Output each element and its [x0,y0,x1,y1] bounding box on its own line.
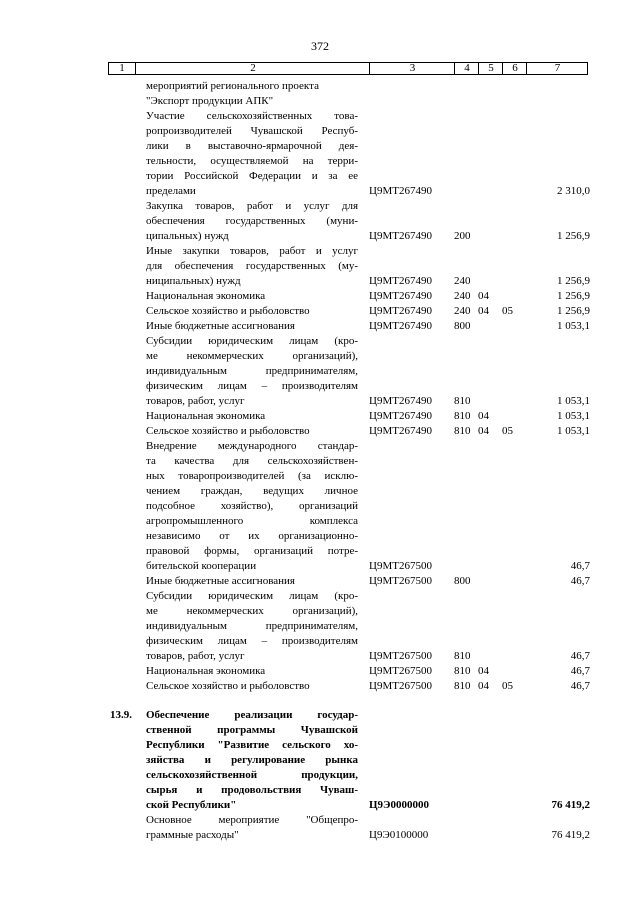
description-line: обеспечения государственных (муни- [146,215,358,227]
expense-type-code: 240 [454,275,471,287]
description-line: пределами [146,185,196,197]
budget-code: Ц9МТ267500 [369,680,432,692]
amount-value: 1 256,9 [557,230,590,242]
column-header-3: 3 [369,63,455,74]
amount-value: 1 256,9 [557,305,590,317]
amount-value: 46,7 [570,560,590,572]
description-line: граммные расходы" [146,829,239,841]
description-line: ме некоммерческих организаций), [146,350,358,362]
section-number: 13.9. [110,709,132,721]
budget-code: Ц9МТ267500 [369,650,432,662]
budget-code: Ц9Э0000000 [369,799,430,811]
description-line: Национальная экономика [146,290,266,302]
description-line: Сельское хозяйство и рыболовство [146,425,310,437]
table-row [0,319,640,334]
amount-value: 1 053,1 [557,425,590,437]
column-header-1: 1 [119,62,125,74]
description-line: товаров, работ, услуг [146,395,245,407]
item-description [146,424,358,439]
description-line: Национальная экономика [146,410,266,422]
description-line: тории Российской Федерации и за ее [146,170,358,182]
item-description [146,708,358,813]
table-row [0,109,640,199]
table-row [0,334,640,409]
budget-code: Ц9МТ267490 [369,305,432,317]
amount-value: 2 310,0 [557,185,590,197]
budget-code: Ц9МТ267500 [369,560,432,572]
description-line: Иные бюджетные ассигнования [146,575,295,587]
section-code: 04 [478,305,489,317]
item-description [146,244,358,289]
description-line: индивидуальным предпринимателям, [146,365,358,377]
description-line: товаров, работ, услуг [146,650,245,662]
expense-type-code: 200 [454,230,471,242]
description-line: индивидуальным предпринимателям, [146,620,358,632]
description-line: для обеспечения государственных (му- [146,260,358,272]
table-row [0,424,640,439]
column-header-2: 2 [135,63,370,74]
expense-type-code: 810 [454,665,471,677]
description-line: независимо от их организационно- [146,530,358,542]
amount-value: 1 053,1 [557,410,590,422]
budget-code: Ц9МТ267490 [369,290,432,302]
description-line: Закупка товаров, работ и услуг для [146,200,358,212]
item-description [146,319,358,334]
budget-code: Ц9МТ267500 [369,665,432,677]
expense-type-code: 810 [454,425,471,437]
description-line: подсобное хозяйство), организаций [146,500,358,512]
budget-code: Ц9МТ267490 [369,410,432,422]
table-row [0,304,640,319]
description-line: физическим лицам – производителям [146,635,358,647]
amount-value: 1 256,9 [557,290,590,302]
description-line: Внедрение международного стандар- [146,440,358,452]
subsection-code: 05 [502,425,513,437]
amount-value: 1 053,1 [557,320,590,332]
description-line: ственной программы Чувашской [146,724,358,736]
column-header-6: 6 [502,63,527,74]
description-line: Национальная экономика [146,665,266,677]
description-line: чением граждан, ведущих личное [146,485,358,497]
table-row [0,199,640,244]
description-line: Участие сельскохозяйственных това- [146,110,358,122]
amount-value: 76 419,2 [551,799,590,811]
section-code: 04 [478,290,489,302]
table-row [0,813,640,843]
item-description [146,679,358,694]
description-line: агропромышленного комплекса [146,515,358,527]
amount-value: 46,7 [570,680,590,692]
item-description [146,439,358,574]
description-line: ме некоммерческих организаций), [146,605,358,617]
description-line: физическим лицам – производителям [146,380,358,392]
budget-code: Ц9МТ267490 [369,320,432,332]
description-line: мероприятий регионального проекта [146,80,319,92]
description-line: Иные закупки товаров, работ и услуг [146,245,358,257]
table-row [0,409,640,424]
item-description [146,589,358,664]
description-line: тельности, осуществляемой на терри- [146,155,358,167]
table-row [0,79,640,109]
table-row [0,574,640,589]
expense-type-code: 800 [454,320,471,332]
table-row [0,589,640,664]
description-line: ропроизводителей Чувашской Респуб- [146,125,358,137]
section-code: 04 [478,665,489,677]
page-number: 372 [311,39,329,53]
amount-value: 46,7 [570,650,590,662]
budget-code: Ц9МТ267490 [369,395,432,407]
item-description [146,813,358,843]
item-description [146,289,358,304]
description-line: сырья и продовольствия Чуваш- [146,784,358,796]
budget-code: Ц9МТ267500 [369,575,432,587]
description-line: зяйства и регулирование рынка [146,754,358,766]
item-description [146,574,358,589]
description-line: Республики "Развитие сельского хо- [146,739,358,751]
description-line: Субсидии юридическим лицам (кро- [146,335,358,347]
description-line: правовой формы, организаций потре- [146,545,358,557]
description-line: ных товаропроизводителей (за исклю- [146,470,358,482]
description-line: бительской кооперации [146,560,257,572]
subsection-code: 05 [502,305,513,317]
amount-value: 46,7 [570,665,590,677]
table-row [0,439,640,574]
description-line: Субсидии юридическим лицам (кро- [146,590,358,602]
expense-type-code: 240 [454,305,471,317]
table-row [0,664,640,679]
description-line: "Экспорт продукции АПК" [146,95,274,107]
table-header-row [108,62,588,75]
budget-code: Ц9МТ267490 [369,425,432,437]
description-line: ской Республики" [146,799,237,811]
expense-type-code: 810 [454,680,471,692]
budget-code: Ц9МТ267490 [369,230,432,242]
description-line: сельскохозяйственной продукции, [146,769,358,781]
budget-code: Ц9МТ267490 [369,185,432,197]
section-code: 04 [478,410,489,422]
table-row [0,708,640,813]
table-row [0,289,640,304]
item-description [146,334,358,409]
budget-code: Ц9МТ267490 [369,275,432,287]
item-description [146,664,358,679]
column-header-4: 4 [454,63,479,74]
description-line: ниципальных) нужд [146,275,241,287]
subsection-code: 05 [502,680,513,692]
description-line: Обеспечение реализации государ- [146,709,358,721]
item-description [146,409,358,424]
column-header-5: 5 [478,63,503,74]
item-description [146,199,358,244]
amount-value: 76 419,2 [551,829,590,841]
expense-type-code: 810 [454,410,471,422]
expense-type-code: 240 [454,290,471,302]
description-line: Сельское хозяйство и рыболовство [146,305,310,317]
description-line: та качества для сельскохозяйствен- [146,455,358,467]
item-description [146,109,358,199]
amount-value: 1 256,9 [557,275,590,287]
table-row [0,679,640,694]
description-line: лики в выставочно-ярмарочной дея- [146,140,358,152]
amount-value: 46,7 [570,575,590,587]
description-line: Сельское хозяйство и рыболовство [146,680,310,692]
section-code: 04 [478,680,489,692]
description-line: Иные бюджетные ассигнования [146,320,295,332]
description-line: ципальных) нужд [146,230,229,242]
expense-type-code: 810 [454,395,471,407]
item-description [146,79,358,109]
item-description [146,304,358,319]
section-code: 04 [478,425,489,437]
table-row [0,244,640,289]
expense-type-code: 800 [454,575,471,587]
description-line: Основное мероприятие "Общепро- [146,814,358,826]
budget-code: Ц9Э0100000 [369,829,429,841]
column-header-7: 7 [526,63,588,74]
expense-type-code: 810 [454,650,471,662]
amount-value: 1 053,1 [557,395,590,407]
